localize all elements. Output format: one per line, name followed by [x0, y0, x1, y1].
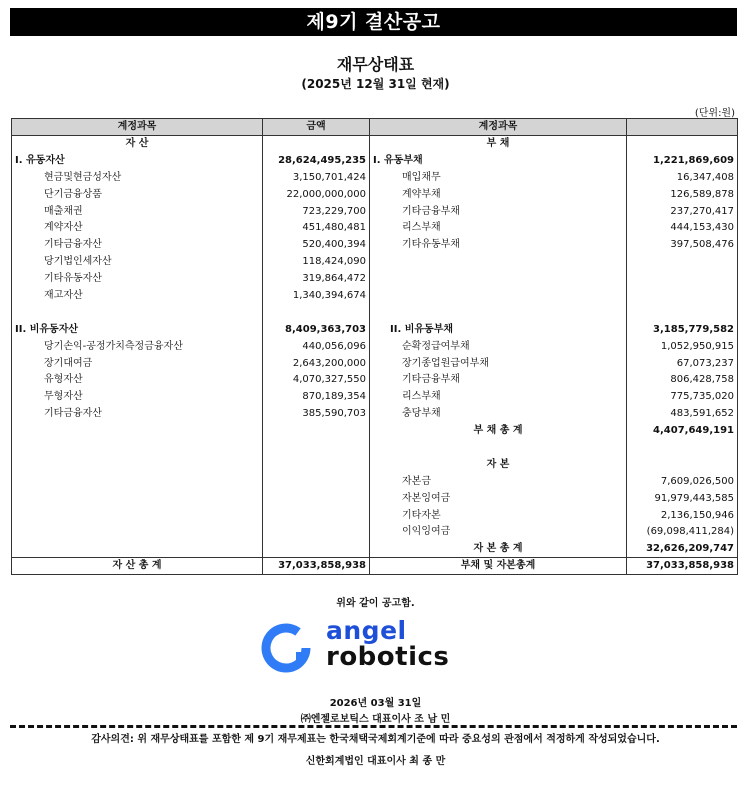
right-account: 매입채무 — [370, 169, 627, 186]
left-account — [12, 490, 263, 507]
table-row — [12, 355, 738, 372]
left-amount: 1,340,394,674 — [263, 288, 370, 305]
left-amount: 4,070,327,550 — [263, 372, 370, 389]
left-account: 매출채권 — [12, 203, 263, 220]
totals-row — [12, 558, 738, 575]
left-account: 기타금융자산 — [12, 406, 263, 423]
table-row — [12, 389, 738, 406]
right-amount: 397,508,476 — [670, 239, 734, 251]
right-amount: 483,591,652 — [670, 408, 734, 420]
right-account — [370, 440, 627, 457]
left-amount: 319,864,472 — [263, 271, 370, 288]
table-row — [12, 169, 738, 186]
right-account: 기타금융부채 — [370, 203, 627, 220]
auditor-name: 신한회계법인 대표이사 최 종 만 — [305, 756, 446, 767]
dashed-divider — [10, 725, 737, 728]
left-account — [12, 507, 263, 524]
notice-text: 위와 같이 공고함. — [336, 598, 415, 609]
total-liab-equity-value: 37,033,858,938 — [627, 558, 738, 575]
total-liab-equity-label: 부채 및 자본총계 — [370, 558, 627, 575]
right-amount — [627, 440, 738, 457]
left-account: I. 유동자산 — [12, 152, 263, 169]
table-row — [12, 271, 738, 288]
right-amount: 775,735,020 — [670, 391, 734, 403]
left-account — [12, 304, 263, 321]
logo-text-angel: angel — [326, 616, 407, 645]
table-row — [12, 524, 738, 541]
balance-sheet-table — [11, 118, 738, 575]
table-row — [12, 152, 738, 169]
right-account: II. 비유동부채 — [370, 321, 627, 338]
right-account: 자본잉여금 — [370, 490, 627, 507]
left-amount — [263, 456, 370, 473]
unit-label: (단위:원) — [694, 108, 735, 119]
logo-mark-icon — [258, 618, 320, 674]
right-amount: 237,270,417 — [670, 205, 734, 217]
right-account: 자 본 총 계 — [370, 541, 627, 558]
right-account: 계약부채 — [370, 186, 627, 203]
left-amount: 118,424,090 — [263, 254, 370, 271]
left-amount: 520,400,394 — [263, 237, 370, 254]
table-row — [12, 304, 738, 321]
left-account: 당기법인세자산 — [12, 254, 263, 271]
table-row — [12, 220, 738, 237]
right-account: 자 본 — [370, 456, 627, 473]
left-account: 무형자산 — [12, 389, 263, 406]
section-liabilities: 부 채 — [370, 136, 627, 153]
right-amount: 32,626,209,747 — [646, 543, 734, 555]
left-amount — [263, 423, 370, 440]
right-account: 이익잉여금 — [370, 524, 627, 541]
left-amount — [263, 304, 370, 321]
right-account: 부 채 총 계 — [370, 423, 627, 440]
right-amount: 126,589,878 — [670, 188, 734, 200]
left-amount: 440,056,096 — [263, 338, 370, 355]
right-amount — [627, 254, 738, 271]
left-amount: 385,590,703 — [263, 406, 370, 423]
left-amount: 2,643,200,000 — [263, 355, 370, 372]
left-account — [12, 473, 263, 490]
header-account: 계정과목 — [12, 119, 263, 136]
right-amount — [627, 456, 738, 473]
left-account — [12, 541, 263, 558]
banner-title: 제9기 결산공고 — [10, 8, 737, 36]
left-amount: 8,409,363,703 — [263, 321, 370, 338]
table-row — [12, 423, 738, 440]
right-account — [370, 254, 627, 271]
right-amount: 444,153,430 — [670, 222, 734, 234]
left-account — [12, 524, 263, 541]
left-account: 기타금융자산 — [12, 237, 263, 254]
right-amount: 2,136,150,946 — [660, 509, 734, 521]
left-account: 현금및현금성자산 — [12, 169, 263, 186]
total-assets-value: 37,033,858,938 — [263, 558, 370, 575]
right-account: 장기종업원급여부채 — [370, 355, 627, 372]
table-row — [12, 237, 738, 254]
right-account — [370, 288, 627, 305]
table-row — [12, 288, 738, 305]
left-account — [12, 440, 263, 457]
section-assets: 자 산 — [12, 136, 263, 153]
header-account-right: 계정과목 — [370, 119, 627, 136]
left-amount — [263, 490, 370, 507]
logo-text-robotics: robotics — [326, 642, 450, 672]
statement-title: 재무상태표 — [336, 55, 415, 74]
left-account: 기타유동자산 — [12, 271, 263, 288]
right-amount: 1,221,869,609 — [653, 154, 734, 166]
right-account: I. 유동부채 — [370, 152, 627, 169]
table-row — [12, 406, 738, 423]
left-amount: 451,480,481 — [263, 220, 370, 237]
left-amount: 723,229,700 — [263, 203, 370, 220]
table-row — [12, 507, 738, 524]
right-account: 리스부채 — [370, 220, 627, 237]
left-amount: 22,000,000,000 — [263, 186, 370, 203]
right-account: 리스부채 — [370, 389, 627, 406]
header-amount-right — [627, 119, 738, 136]
company-logo — [258, 618, 468, 674]
left-account — [12, 423, 263, 440]
table-row — [12, 254, 738, 271]
left-account: 재고자산 — [12, 288, 263, 305]
left-amount — [263, 507, 370, 524]
header-amount: 금액 — [263, 119, 370, 136]
right-account — [370, 304, 627, 321]
table-row — [12, 490, 738, 507]
left-amount — [263, 440, 370, 457]
right-amount: 16,347,408 — [676, 171, 734, 183]
right-amount: 1,052,950,915 — [660, 340, 734, 352]
right-amount: 806,428,758 — [670, 374, 734, 386]
right-amount: 4,407,649,191 — [653, 425, 734, 437]
right-account — [370, 271, 627, 288]
left-account: 당기손익-공정가치측정금융자산 — [12, 338, 263, 355]
right-account: 기타금융부채 — [370, 372, 627, 389]
right-amount: 3,185,779,582 — [653, 323, 734, 335]
left-account: 장기대여금 — [12, 355, 263, 372]
right-account: 기타자본 — [370, 507, 627, 524]
table-row — [12, 338, 738, 355]
left-account: 계약자산 — [12, 220, 263, 237]
table-row — [12, 186, 738, 203]
table-row — [12, 456, 738, 473]
left-amount — [263, 473, 370, 490]
table-row — [12, 440, 738, 457]
statement-date: (2025년 12월 31일 현재) — [301, 77, 450, 91]
left-amount: 870,189,354 — [263, 389, 370, 406]
right-amount: 7,609,026,500 — [660, 475, 734, 487]
table-row — [12, 203, 738, 220]
right-amount — [627, 271, 738, 288]
left-amount — [263, 524, 370, 541]
table-row — [12, 321, 738, 338]
right-amount: 91,979,443,585 — [654, 492, 734, 504]
table-row — [12, 473, 738, 490]
left-amount: 28,624,495,235 — [263, 152, 370, 169]
table-row — [12, 372, 738, 389]
right-amount: (69,098,411,284) — [646, 526, 734, 538]
right-account: 순확정급여부채 — [370, 338, 627, 355]
right-amount — [627, 304, 738, 321]
audit-opinion: 감사의견: 위 재무상태표를 포함한 제 9기 재무제표는 한국채택국제회계기준에 따라 중요성의 관점에서 적정하게 작성되었습니다. — [91, 734, 660, 745]
right-amount — [627, 288, 738, 305]
left-amount: 3,150,701,424 — [263, 169, 370, 186]
left-account: 단기금융상품 — [12, 186, 263, 203]
right-amount: 67,073,237 — [676, 357, 734, 369]
left-account: 유형자산 — [12, 372, 263, 389]
right-account: 기타유동부채 — [370, 237, 627, 254]
right-account: 충당부채 — [370, 406, 627, 423]
signatory: ㈜엔젤로보틱스 대표이사 조 남 민 — [300, 714, 451, 725]
left-amount — [263, 541, 370, 558]
table-row — [12, 541, 738, 558]
sign-date: 2026년 03월 31일 — [329, 698, 422, 709]
left-account: II. 비유동자산 — [12, 321, 263, 338]
total-assets-label: 자 산 총 계 — [12, 558, 263, 575]
left-account — [12, 456, 263, 473]
right-account: 자본금 — [370, 473, 627, 490]
